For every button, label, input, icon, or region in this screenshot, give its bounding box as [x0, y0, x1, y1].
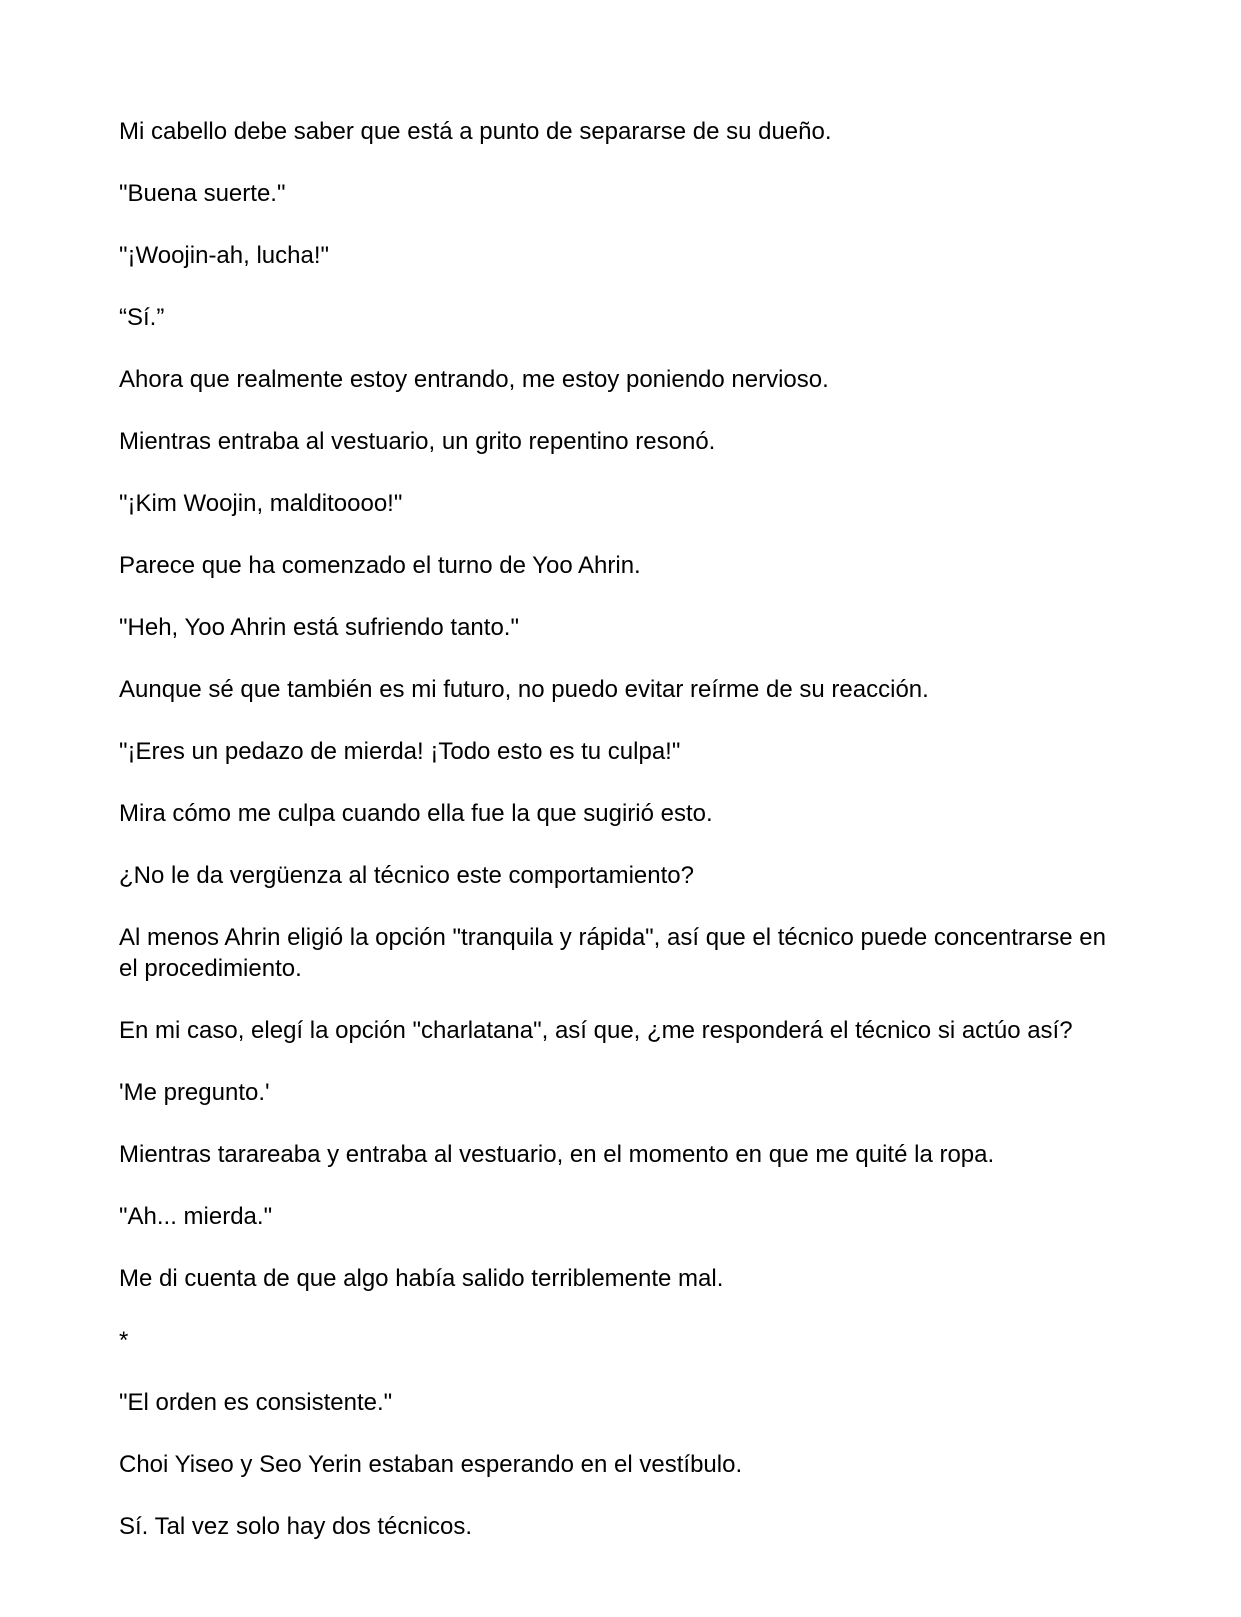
paragraph: ¿No le da vergüenza al técnico este comportamiento? — [119, 862, 694, 889]
paragraph: Sí. Tal vez solo hay dos técnicos. — [119, 1513, 473, 1540]
paragraph: 'Me pregunto.' — [119, 1079, 270, 1106]
paragraph: "¡Woojin-ah, lucha!" — [119, 242, 330, 269]
paragraph: "¡Eres un pedazo de mierda! ¡Todo esto es tu culpa!" — [119, 738, 681, 765]
paragraph: "¡Kim Woojin, malditoooo!" — [119, 490, 403, 517]
document-body — [119, 116, 1129, 1573]
paragraph: En mi caso, elegí la opción "charlatana", así que, ¿me responderá el técnico si actúo así? — [119, 1017, 1073, 1044]
paragraph: Choi Yiseo y Seo Yerin estaban esperando en el vestíbulo. — [119, 1451, 743, 1478]
paragraph: Parece que ha comenzado el turno de Yoo Ahrin. — [119, 552, 641, 579]
paragraph: Al menos Ahrin eligió la opción "tranquila y rápida", así que el técnico puede concentrarse en el procedimiento. — [119, 924, 1106, 982]
paragraph: Mientras entraba al vestuario, un grito repentino resonó. — [119, 428, 716, 455]
paragraph: Mi cabello debe saber que está a punto de separarse de su dueño. — [119, 118, 832, 145]
paragraph: "Buena suerte." — [119, 180, 286, 207]
paragraph: Mira cómo me culpa cuando ella fue la que sugirió esto. — [119, 800, 713, 827]
paragraph: "Heh, Yoo Ahrin está sufriendo tanto." — [119, 614, 519, 641]
section-break: * — [119, 1327, 129, 1354]
paragraph: “Sí.” — [119, 304, 165, 331]
paragraph: Aunque sé que también es mi futuro, no puedo evitar reírme de su reacción. — [119, 676, 929, 703]
paragraph: "El orden es consistente." — [119, 1389, 393, 1416]
paragraph: Mientras tarareaba y entraba al vestuario, en el momento en que me quité la ropa. — [119, 1141, 995, 1168]
paragraph: "Ah... mierda." — [119, 1203, 273, 1230]
paragraph: Ahora que realmente estoy entrando, me estoy poniendo nervioso. — [119, 366, 829, 393]
paragraph: Me di cuenta de que algo había salido terriblemente mal. — [119, 1265, 724, 1292]
